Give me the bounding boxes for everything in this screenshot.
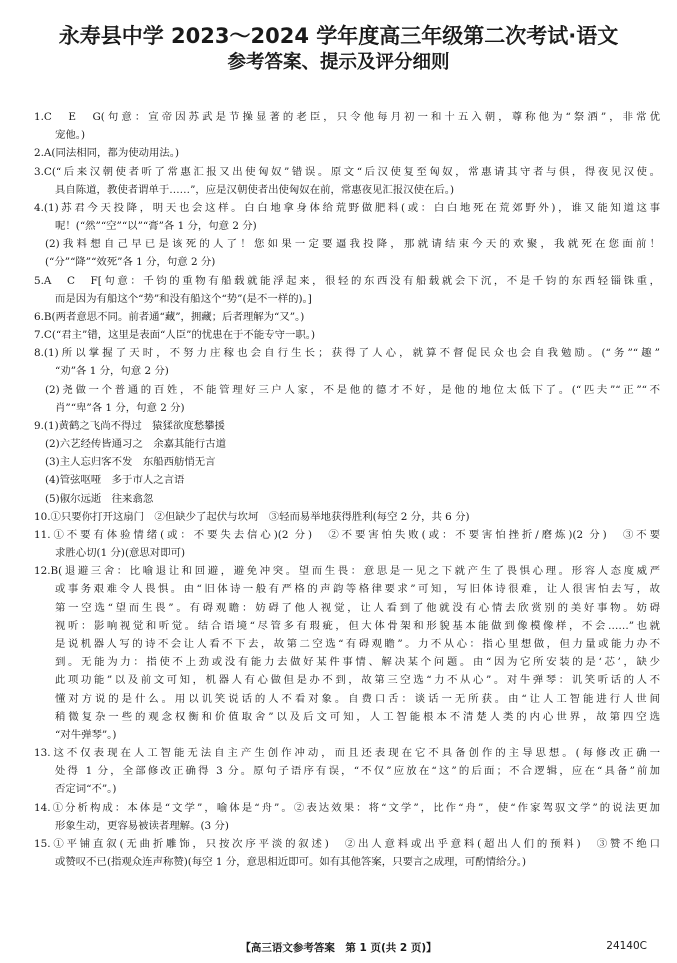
answer-line: (4)管弦呕哑 多于市人之言语 [45, 474, 185, 487]
answer-line: (2)尧做一个普通的百姓，不能管理好三户人家，不是他的德才不好，是他的地位太低下了。(“匹夫”“正”“不 [45, 383, 660, 396]
answer-line: 肖”“卑”各 1 分，句意 2 分) [55, 401, 185, 414]
answer-line: (“分”“降”“效死”各 1 分，句意 2 分) [45, 256, 216, 269]
answer-line: 13.这不仅表现在人工智能无法自主产生创作冲动，而且还表现在它不具备创作的主导思想。(每修改正确一 [34, 747, 660, 760]
page-subtitle: 参考答案、提示及评分细则 [227, 52, 450, 73]
answer-line: 求胜心切(1 分)(意思对即可) [55, 547, 186, 560]
answer-line: (3)主人忘归客不发 东船西舫悄无言 [45, 456, 216, 469]
answer-line: (5)俶尔远逝 往来翕忽 [45, 492, 154, 505]
document-code: 24140C [606, 940, 647, 952]
answer-line: 5.A C F[句意：千钧的重物有船载就能浮起来，很轻的东西没有船载就会下沉，不是千钧的东西轻锱铢重， [34, 274, 660, 287]
answer-line: 3.C(“后来汉朝使者听了常惠汇报又出使匈奴”错误。原文“后汉使复至匈奴，常惠请其守者与俱，得夜见汉使。 [34, 165, 660, 178]
answer-line: 具自陈道，教使者谓单于……”，应是汉朝使者出使匈奴在前，常惠夜见汇报汉使在后。) [55, 183, 455, 196]
answer-line: 14.①分析构成：本体是“文学”，喻体是“舟”。②表达效果：将“文学”，比作“舟”，使“作家驾驭文学”的说法更加 [34, 801, 660, 814]
answer-line: 视听：影响视觉和听觉。结合语境“尽管多有瑕疵，但大体骨架和形貌基本能做到像模像样，不会……”也就 [55, 619, 660, 632]
answer-line: 懂对方说的是什么。用以讥笑说话的人不看对象。自费口舌：谈话一无所获。由“让人工智能进行人世间 [55, 692, 660, 705]
answer-line: 第一空选“望而生畏”。有碍观瞻：妨碍了他人视觉，让人看到了他就没有心情去欣赏别的美好事物。妨碍 [55, 601, 660, 614]
answer-line: “劝”各 1 分，句意 2 分) [55, 365, 169, 378]
answer-line: 呢！(“然”“空”“以”“膏”各 1 分，句意 2 分) [55, 220, 257, 233]
answer-line: 4.(1)苏君今天投降，明天也会这样。白白地拿身体给荒野做肥料(或：白白地死在荒郊野外)，谁又能知道这事 [34, 201, 660, 214]
page-title: 永寿县中学 2023～2024 学年度高三年级第二次考试·语文 [58, 24, 619, 48]
answer-line: “对牛弹琴”。) [55, 728, 117, 741]
answer-line: 1.C E G(句意：宣帝因苏武是节操显著的老臣，只令他每月初一和十五入朝，尊称他为“祭酒”，非常优 [34, 111, 660, 123]
answer-line: 6.B(两者意思不同。前者通“藏”，拥藏；后者理解为“又”。) [34, 310, 305, 323]
answer-line: (2)六艺经传皆通习之 余嘉其能行古道 [45, 438, 226, 451]
answer-line: 宠他。) [55, 129, 86, 142]
answer-line: 而是因为有船这个“势”和没有船这个“势”(是不一样的)。] [55, 292, 312, 305]
answer-line: 到。无能为力：指使不上劲或没有能力去做好某件事情、解决某个问题。由“因为它所安装的是‘芯’，缺少 [55, 656, 660, 669]
answer-line: 7.C(“君主”错，这里是表面“人臣”的忧患在于不能专守一职。) [34, 329, 316, 342]
answer-line: 8.(1)所以掌握了天时，不努力庄稼也会自行生长；获得了人心，就算不督促民众也会自我勉励。(“务”“趣” [34, 347, 660, 360]
page-footer: 【高三语文参考答案 第 1 页(共 2 页)】 [240, 942, 437, 954]
answer-line: (2)我料想自己早已是该死的人了！您如果一定要逼我投降，那就请结束今天的欢聚，我就死在您面前！ [45, 238, 660, 251]
answer-line: 是说机器人写的诗不会让人看不下去，故第二空选“有碍观瞻”。力不从心：指心里想做，但力量或能力办不 [55, 637, 660, 650]
answer-line: 2.A(同法相同，都为使动用法。) [34, 147, 180, 160]
answer-line: 形象生动，更容易被读者理解。(3 分) [55, 819, 229, 832]
answer-line: 11.①不要有体验情绪(或：不要失去信心)(2 分) ②不要害怕失败(或：不要害怕挫折/磨炼)(2 分) ③不要 [34, 528, 660, 541]
answer-line: 或事务艰难令人畏惧。由“旧体诗一般有严格的声韵等格律要求”可知，写旧体诗很难，让人很害怕去写，故 [55, 583, 660, 596]
answer-line: 处得 1 分，全部修改正确得 3 分。原句子语序有误，“不仅”应放在“这”的后面；不合逻辑，应在“具备”前加 [55, 765, 660, 778]
answer-line: 或赞叹不已(指观众连声称赞)(每空 1 分，意思相近即可。如有其他答案，只要言之成理，可酌情给分。) [55, 856, 527, 869]
answer-body [34, 108, 660, 871]
answer-line: 12.B(退避三舍：比喻退让和回避，避免冲突。望而生畏：意思是一见之下就产生了畏惧心理。形容人态度威严 [34, 565, 660, 578]
answer-line: 否定词“不”。) [55, 783, 117, 796]
answer-line: 此项功能”以及前文可知，机器人有心做但是办不到，故第三空选“力不从心”。对牛弹琴：讥笑听话的人不 [55, 674, 660, 687]
answer-line: 9.(1)黄鹤之飞尚不得过 猿猱欲度愁攀援 [34, 419, 225, 432]
answer-line: 10.①只要你打开这扇门 ②但缺少了起伏与坎坷 ③轻而易举地获得胜利(每空 2 分，共 6 分) [34, 510, 470, 523]
answer-line: 15.①平铺直叙(无曲折雕饰，只按次序平淡的叙述) ②出人意料或出乎意料(超出人们的预料) ③赞不绝口 [34, 837, 660, 850]
answer-line: 稍微复杂一些的观念权衡和价值取舍”以及后文可知，人工智能根本不清楚人类的内心世界，故第四空选 [55, 710, 660, 723]
